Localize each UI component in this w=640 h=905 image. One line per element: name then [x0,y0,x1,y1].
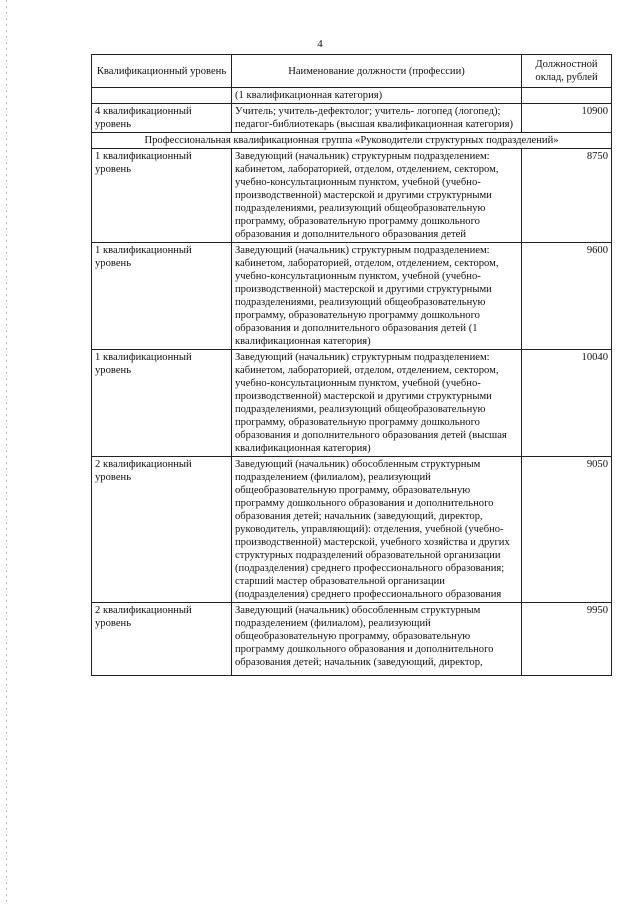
header-position: Наименование должности (профессии) [232,55,522,88]
page-number: 4 [317,38,323,50]
table-header-row [92,55,612,88]
level-cell: 1 квалификационный уровень [92,149,232,243]
continuation-row [92,88,612,104]
level-cell: 2 квалификационный уровень [92,603,232,676]
header-level: Квалификационный уровень [92,55,232,88]
salary-cell: 10040 [522,350,612,457]
table-row [92,457,612,603]
table-row [92,243,612,350]
scan-margin-line [6,0,7,905]
position-cell: Заведующий (начальник) структурным подразделением: кабинетом, лабораторией, отделом, отделением, сектором, учебно-консультационным пунктом, учебной (учебно-производственной) мастерской и другими структурными подразделениями, реализующий общеобразовательную программу, образовательную программу дошкольного образования и дополнительного образования детей (высшая квалификационная категория) [232,350,522,457]
continuation-level-cell [92,88,232,104]
position-cell: Заведующий (начальник) обособленным структурным подразделением (филиалом), реализующий общеобразовательную программу, образовательную программу дошкольного образования и дополнительного образования детей; начальник (заведующий, директор, руководитель, управляющий): отделения, учебной (учебно-производственной) мастерской, учебного хозяйства и других структурных подразделений образовательной организации (подразделения) среднего профессионального образования; старший мастер образовательной организации (подразделения) среднего профессионального образования [232,457,522,603]
table-row [92,603,612,676]
table-row [92,350,612,457]
salary-cell: 9600 [522,243,612,350]
position-cell: Заведующий (начальник) структурным подразделением: кабинетом, лабораторией, отделом, отделением, сектором, учебно-консультационным пунктом, учебной (учебно-производственной) мастерской и другими структурными подразделениями, реализующий общеобразовательную программу, образовательную программу дошкольного образования и дополнительного образования детей (1 квалификационная категория) [232,243,522,350]
header-salary: Должностной оклад, рублей [522,55,612,88]
position-cell: Заведующий (начальник) структурным подразделением: кабинетом, лабораторией, отделом, отделением, сектором, учебно-консультационным пунктом, учебной (учебно-производственной) мастерской и другими структурными подразделениями, реализующий общеобразовательную программу, образовательную программу дошкольного образования и дополнительного образования детей [232,149,522,243]
level-cell: 1 квалификационный уровень [92,350,232,457]
salary-cell: 9950 [522,603,612,676]
salary-cell: 8750 [522,149,612,243]
salary-table [91,54,612,676]
continuation-position-cell: (1 квалификационная категория) [232,88,522,104]
continuation-salary-cell [522,88,612,104]
level-cell: 1 квалификационный уровень [92,243,232,350]
salary-cell: 9050 [522,457,612,603]
group-title: Профессиональная квалификационная группа «Руководители структурных подразделений» [92,133,612,149]
level-cell: 4 квалификационный уровень [92,104,232,133]
table-row [92,149,612,243]
group-title-row [92,133,612,149]
salary-cell: 10900 [522,104,612,133]
table-row [92,104,612,133]
position-cell: Заведующий (начальник) обособленным структурным подразделением (филиалом), реализующий общеобразовательную программу, образовательную программу дошкольного образования и дополнительного образования детей; начальник (заведующий, директор, [232,603,522,676]
position-cell: Учитель; учитель-дефектолог; учитель- логопед (логопед); педагог-библиотекарь (высшая квалификационная категория) [232,104,522,133]
level-cell: 2 квалификационный уровень [92,457,232,603]
